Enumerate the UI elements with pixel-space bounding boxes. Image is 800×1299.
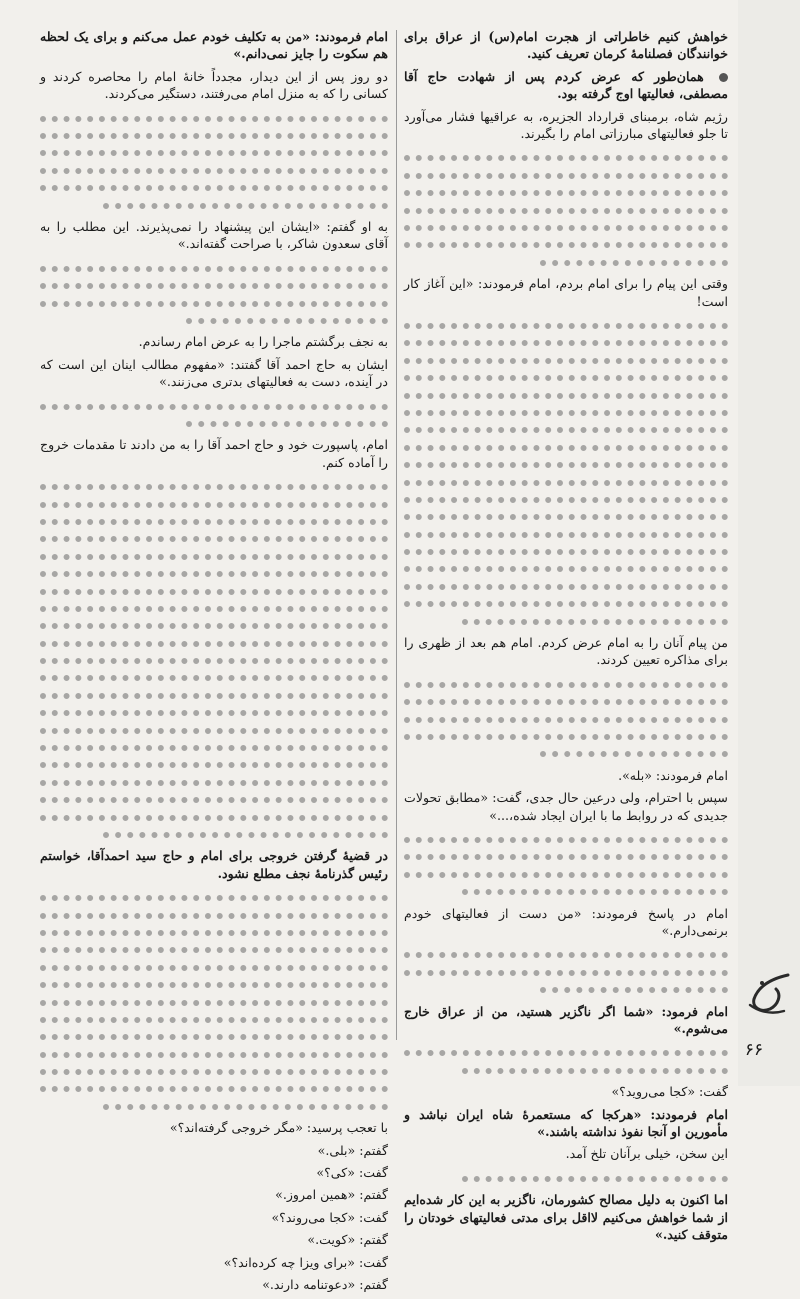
pressure-paragraph: رژیم شاه، برمبنای قرارداد الجزیره، به عراقیها فشار می‌آورد تا جلو فعالیتهای مبارزاتی امام را بگیرند.	[404, 108, 728, 142]
left-column	[40, 28, 388, 1299]
text-block	[40, 887, 388, 1113]
text-block	[404, 944, 728, 996]
farmud-paragraph: امام فرمود: «شما اگر ناگزیر هستید، من از عراق خارج می‌شوم.»	[404, 1003, 728, 1036]
text-block	[404, 147, 728, 269]
bullet-icon	[719, 73, 728, 82]
column-divider	[396, 30, 397, 1040]
dialog-2: گفت: «کی؟»	[316, 1165, 388, 1181]
text-block	[404, 829, 728, 899]
text-block	[40, 258, 388, 328]
text-block	[404, 1168, 728, 1185]
goft-koja: گفت: «کجا می‌روید؟»	[611, 1084, 728, 1100]
exit-paragraph: در قضیهٔ گرفتن خروجی برای امام و حاج سید احمدآقا، خواستم رئیس گذرنامهٔ نجف مطلع نشود.	[40, 848, 388, 881]
passport-paragraph: امام، پاسپورت خود و حاج احمد آقا را به من دادند تا مقدمات خروج را آماده کنم.	[40, 437, 388, 470]
text-block	[40, 476, 388, 841]
two-days-paragraph: دو روز پس از این دیدار، مجدداً خانهٔ امام را محاصره کردند و کسانی را که به منزل امام می‌رفتند، دستگیر می‌کردند.	[40, 68, 388, 102]
dialog-4: گفت: «کجا می‌روند؟»	[271, 1209, 388, 1225]
visit-paragraph: من پیام آنان را به امام عرض کردم. امام هم بعد از ظهری را برای مذاکره تعیین کردند.	[404, 635, 728, 668]
bullet-lead: همان‌طور که عرض کردم پس از شهادت حاج آقا مصطفی، فعالیتها اوج گرفته بود.	[404, 68, 728, 102]
kerman-logo	[740, 965, 796, 1021]
dialog-6: گفت: «برای ویزا چه کرده‌اند؟»	[223, 1254, 388, 1270]
reply-paragraph: امام در پاسخ فرمودند: «من دست از فعالیتهای خودم برنمی‌دارم.»	[404, 905, 728, 938]
page-margin-band	[738, 0, 800, 1086]
final-paragraph: اما اکنون به دلیل مصالح کشورمان، ناگزیر به این کار شده‌ایم از شما خواهش می‌کنیم لااقل برای مدتی فعالیتهای خودتان را متوقف کنید.»	[404, 1192, 728, 1242]
opening-paragraph: امام فرمودند: «من به تکلیف خودم عمل می‌کنم و برای یک لحظه هم سکوت را جایز نمی‌دانم.»	[40, 29, 388, 62]
talkh-paragraph: این سخن، خیلی برآنان تلخ آمد.	[565, 1146, 728, 1162]
dialog-5: گفتم: «کویت.»	[307, 1232, 388, 1248]
haj-ahmad-paragraph: ایشان به حاج احمد آقا گفتند: «مفهوم مطالب اینان این است که در آینده، دست به فعالیتهای بدتری می‌زنند.»	[40, 356, 388, 390]
dialog-1: گفتم: «بلی.»	[317, 1142, 388, 1158]
right-column	[404, 28, 728, 1248]
intro-question: خواهش کنیم خاطراتی از هجرت امام(س) از عراق برای خوانندگان فصلنامهٔ کرمان تعریف کنید.	[404, 29, 728, 62]
text-block	[40, 396, 388, 431]
imam-yes: امام فرمودند: «بله».	[618, 767, 728, 783]
message-paragraph: وقتی این پیام را برای امام بردم، امام فرمودند: «این آغاز کار است!	[404, 276, 728, 309]
dialog-3: گفتم: «همین امروز.»	[275, 1187, 388, 1203]
sepas-paragraph: سپس با احترام، ولی درعین حال جدی، گفت: «مطابق تحولات جدیدی که در روابط ما با ایران ایجاد شده،...»	[404, 790, 728, 823]
ba-goftam-paragraph: به او گفتم: «ایشان این پیشنهاد را نمی‌پذیرند. این مطلب را به آقای سعدون شاکر، با صراحت گفته‌اند.»	[40, 218, 388, 252]
najaf-paragraph: به نجف برگشتم ماجرا را به عرض امام رساندم.	[138, 334, 388, 350]
page-number: ۶۶	[744, 1040, 764, 1060]
dialog-7: گفتم: «دعوتنامه دارند.»	[262, 1277, 388, 1293]
text-block	[40, 108, 388, 212]
imam-answer: امام فرمودند: «هرکجا که مستعمرهٔ شاه ایران نباشد و مأمورین او آنجا نفوذ نداشته باشند.»	[404, 1106, 728, 1139]
ba-tajob-paragraph: با تعجب پرسید: «مگر خروجی گرفته‌اند؟»	[169, 1120, 388, 1136]
bullet-paragraph	[404, 68, 728, 103]
text-block	[404, 1042, 728, 1077]
text-block	[404, 674, 728, 761]
text-block	[404, 315, 728, 628]
